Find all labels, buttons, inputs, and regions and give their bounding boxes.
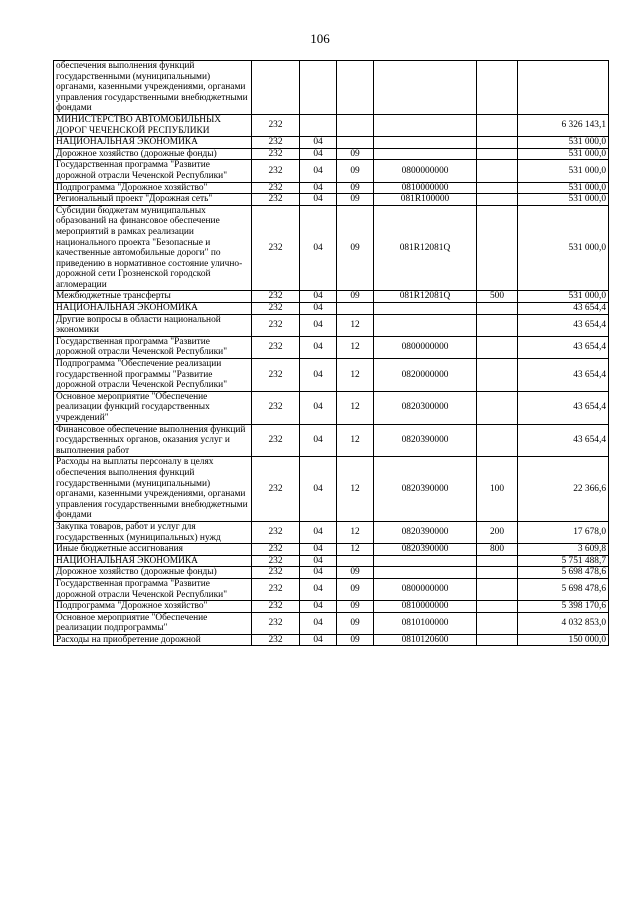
- row-pr-code: 12: [337, 314, 374, 336]
- row-rz-code: [300, 61, 337, 115]
- row-gr-code: 232: [252, 194, 300, 206]
- row-name: МИНИСТЕРСТВО АВТОМОБИЛЬНЫХ ДОРОГ ЧЕЧЕНСКОЙ РЕСПУБЛИКИ: [54, 114, 252, 136]
- row-pr-code: 09: [337, 205, 374, 291]
- row-vr-code: 500: [477, 291, 518, 303]
- row-gr-code: 232: [252, 303, 300, 315]
- row-cs-code: [374, 137, 477, 149]
- row-pr-code: 12: [337, 521, 374, 543]
- row-pr-code: 09: [337, 601, 374, 613]
- row-pr-code: [337, 555, 374, 567]
- row-name: Другие вопросы в области национальной экономики: [54, 314, 252, 336]
- row-vr-code: [477, 137, 518, 149]
- table-row: [54, 303, 609, 315]
- table-row: [54, 359, 609, 392]
- row-name: Расходы на выплаты персоналу в целях обеспечения выполнения функций государственными (муниципальными) органами, казенными учреждениями, органами управления государственными внебюджетными фондами: [54, 457, 252, 522]
- row-gr-code: 232: [252, 160, 300, 182]
- row-gr-code: 232: [252, 205, 300, 291]
- row-rz-code: 04: [300, 336, 337, 358]
- row-vr-code: [477, 601, 518, 613]
- table-row: [54, 521, 609, 543]
- row-sum: 531 000,0: [518, 205, 609, 291]
- table-row: [54, 457, 609, 522]
- row-rz-code: 04: [300, 555, 337, 567]
- row-vr-code: [477, 148, 518, 160]
- table-row: [54, 61, 609, 115]
- row-sum: 531 000,0: [518, 160, 609, 182]
- row-gr-code: 232: [252, 137, 300, 149]
- row-rz-code: 04: [300, 148, 337, 160]
- row-vr-code: [477, 61, 518, 115]
- row-sum: 531 000,0: [518, 194, 609, 206]
- row-cs-code: 081R12081Q: [374, 205, 477, 291]
- row-name: Дорожное хозяйство (дорожные фонды): [54, 567, 252, 579]
- row-gr-code: 232: [252, 544, 300, 556]
- row-gr-code: 232: [252, 114, 300, 136]
- row-name: Подпрограмма "Дорожное хозяйство": [54, 601, 252, 613]
- row-cs-code: [374, 61, 477, 115]
- row-sum: 43 654,4: [518, 424, 609, 457]
- table-row: [54, 336, 609, 358]
- row-pr-code: 12: [337, 391, 374, 424]
- row-cs-code: 0810000000: [374, 601, 477, 613]
- row-vr-code: [477, 578, 518, 600]
- row-vr-code: [477, 160, 518, 182]
- row-sum: 43 654,4: [518, 391, 609, 424]
- row-sum: 150 000,0: [518, 634, 609, 646]
- row-cs-code: 0800000000: [374, 160, 477, 182]
- row-vr-code: [477, 114, 518, 136]
- table-row: [54, 205, 609, 291]
- row-name: Межбюджетные трансферты: [54, 291, 252, 303]
- row-cs-code: 0800000000: [374, 336, 477, 358]
- row-rz-code: 04: [300, 391, 337, 424]
- row-rz-code: 04: [300, 359, 337, 392]
- row-pr-code: 12: [337, 359, 374, 392]
- row-name: Государственная программа "Развитие дорожной отрасли Чеченской Республики": [54, 160, 252, 182]
- row-gr-code: 232: [252, 336, 300, 358]
- row-pr-code: 09: [337, 578, 374, 600]
- row-vr-code: [477, 205, 518, 291]
- row-gr-code: 232: [252, 424, 300, 457]
- table-row: [54, 612, 609, 634]
- row-pr-code: 09: [337, 182, 374, 194]
- row-name: Расходы на приобретение дорожной: [54, 634, 252, 646]
- row-vr-code: [477, 634, 518, 646]
- row-vr-code: [477, 612, 518, 634]
- row-pr-code: 12: [337, 336, 374, 358]
- row-gr-code: 232: [252, 567, 300, 579]
- row-rz-code: 04: [300, 567, 337, 579]
- row-cs-code: 0810120600: [374, 634, 477, 646]
- row-name: Подпрограмма "Дорожное хозяйство": [54, 182, 252, 194]
- row-cs-code: [374, 555, 477, 567]
- row-name: НАЦИОНАЛЬНАЯ ЭКОНОМИКА: [54, 137, 252, 149]
- row-gr-code: 232: [252, 457, 300, 522]
- table-row: [54, 555, 609, 567]
- row-cs-code: [374, 148, 477, 160]
- row-gr-code: 232: [252, 291, 300, 303]
- row-rz-code: 04: [300, 291, 337, 303]
- row-cs-code: 0820000000: [374, 359, 477, 392]
- row-gr-code: 232: [252, 359, 300, 392]
- row-rz-code: 04: [300, 612, 337, 634]
- row-rz-code: 04: [300, 205, 337, 291]
- row-pr-code: 09: [337, 612, 374, 634]
- row-gr-code: 232: [252, 391, 300, 424]
- row-pr-code: 09: [337, 160, 374, 182]
- row-cs-code: 0810100000: [374, 612, 477, 634]
- row-rz-code: 04: [300, 634, 337, 646]
- row-gr-code: 232: [252, 634, 300, 646]
- table-row: [54, 137, 609, 149]
- row-rz-code: 04: [300, 160, 337, 182]
- row-rz-code: 04: [300, 182, 337, 194]
- row-name: обеспечения выполнения функций государственными (муниципальными) органами, казенными учреждениями, органами управления государственными внебюджетными фондами: [54, 61, 252, 115]
- row-gr-code: 232: [252, 148, 300, 160]
- row-cs-code: 0820300000: [374, 391, 477, 424]
- row-pr-code: 09: [337, 291, 374, 303]
- row-sum: 43 654,4: [518, 336, 609, 358]
- row-vr-code: [477, 391, 518, 424]
- page-number: 106: [310, 31, 330, 46]
- row-sum: 43 654,4: [518, 303, 609, 315]
- row-cs-code: 081R100000: [374, 194, 477, 206]
- row-rz-code: 04: [300, 424, 337, 457]
- row-vr-code: [477, 567, 518, 579]
- table-row: [54, 391, 609, 424]
- row-name: Закупка товаров, работ и услуг для государственных (муниципальных) нужд: [54, 521, 252, 543]
- row-pr-code: [337, 303, 374, 315]
- row-cs-code: [374, 567, 477, 579]
- row-sum: 531 000,0: [518, 291, 609, 303]
- row-cs-code: [374, 314, 477, 336]
- table-row: [54, 544, 609, 556]
- row-rz-code: 04: [300, 457, 337, 522]
- row-sum: [518, 61, 609, 115]
- row-gr-code: 232: [252, 555, 300, 567]
- row-cs-code: 0800000000: [374, 578, 477, 600]
- table-row: [54, 148, 609, 160]
- row-sum: 43 654,4: [518, 314, 609, 336]
- row-name: НАЦИОНАЛЬНАЯ ЭКОНОМИКА: [54, 555, 252, 567]
- table-row: [54, 578, 609, 600]
- row-pr-code: 12: [337, 424, 374, 457]
- row-sum: 531 000,0: [518, 137, 609, 149]
- row-gr-code: 232: [252, 182, 300, 194]
- row-cs-code: 0820390000: [374, 521, 477, 543]
- table-row: [54, 182, 609, 194]
- row-sum: 531 000,0: [518, 148, 609, 160]
- row-name: Региональный проект "Дорожная сеть": [54, 194, 252, 206]
- row-rz-code: 04: [300, 521, 337, 543]
- row-name: Подпрограмма "Обеспечение реализации государственной программы "Развитие дорожной отрасли Чеченской Республики": [54, 359, 252, 392]
- row-cs-code: 0820390000: [374, 424, 477, 457]
- row-sum: 531 000,0: [518, 182, 609, 194]
- row-vr-code: [477, 182, 518, 194]
- row-sum: 5 398 170,6: [518, 601, 609, 613]
- row-sum: 5 698 478,6: [518, 578, 609, 600]
- row-sum: 5 698 478,6: [518, 567, 609, 579]
- row-cs-code: 081R12081Q: [374, 291, 477, 303]
- row-name: НАЦИОНАЛЬНАЯ ЭКОНОМИКА: [54, 303, 252, 315]
- row-cs-code: [374, 303, 477, 315]
- row-gr-code: 232: [252, 612, 300, 634]
- row-cs-code: [374, 114, 477, 136]
- row-rz-code: 04: [300, 314, 337, 336]
- row-pr-code: 09: [337, 148, 374, 160]
- row-cs-code: 0820390000: [374, 457, 477, 522]
- row-name: Финансовое обеспечение выполнения функций государственных органов, оказания услуг и выполнения работ: [54, 424, 252, 457]
- table-row: [54, 634, 609, 646]
- row-gr-code: 232: [252, 314, 300, 336]
- row-rz-code: 04: [300, 303, 337, 315]
- row-pr-code: [337, 61, 374, 115]
- table-body: [54, 61, 609, 646]
- row-pr-code: 09: [337, 567, 374, 579]
- row-sum: 6 326 143,1: [518, 114, 609, 136]
- row-pr-code: [337, 137, 374, 149]
- table-row: [54, 160, 609, 182]
- row-name: Основное мероприятие "Обеспечение реализации функций государственных учреждений": [54, 391, 252, 424]
- row-gr-code: 232: [252, 521, 300, 543]
- row-rz-code: 04: [300, 601, 337, 613]
- row-pr-code: 12: [337, 457, 374, 522]
- row-sum: 4 032 853,0: [518, 612, 609, 634]
- row-name: Государственная программа "Развитие дорожной отрасли Чеченской Республики": [54, 336, 252, 358]
- row-gr-code: 232: [252, 601, 300, 613]
- budget-table: [53, 60, 609, 646]
- row-sum: 43 654,4: [518, 359, 609, 392]
- row-name: Субсидии бюджетам муниципальных образований на финансовое обеспечение мероприятий в рамках реализации национального проекта "Безопасные и качественные автомобильные дороги" по приведению в нормативное состояние улично-дорожной сети Грозненской городской агломерации: [54, 205, 252, 291]
- table-row: [54, 567, 609, 579]
- row-rz-code: 04: [300, 544, 337, 556]
- row-pr-code: 12: [337, 544, 374, 556]
- row-vr-code: [477, 194, 518, 206]
- row-rz-code: 04: [300, 137, 337, 149]
- row-vr-code: [477, 424, 518, 457]
- row-rz-code: 04: [300, 194, 337, 206]
- row-rz-code: [300, 114, 337, 136]
- row-sum: 5 751 488,7: [518, 555, 609, 567]
- row-gr-code: 232: [252, 578, 300, 600]
- table-row: [54, 601, 609, 613]
- row-rz-code: 04: [300, 578, 337, 600]
- row-name: Основное мероприятие "Обеспечение реализации подпрограммы": [54, 612, 252, 634]
- row-vr-code: 200: [477, 521, 518, 543]
- table-row: [54, 314, 609, 336]
- row-sum: 22 366,6: [518, 457, 609, 522]
- row-name: Дорожное хозяйство (дорожные фонды): [54, 148, 252, 160]
- row-vr-code: [477, 555, 518, 567]
- row-sum: 17 678,0: [518, 521, 609, 543]
- row-name: Государственная программа "Развитие дорожной отрасли Чеченской Республики": [54, 578, 252, 600]
- row-vr-code: [477, 314, 518, 336]
- row-gr-code: [252, 61, 300, 115]
- row-cs-code: 0820390000: [374, 544, 477, 556]
- row-vr-code: 100: [477, 457, 518, 522]
- row-name: Иные бюджетные ассигнования: [54, 544, 252, 556]
- row-vr-code: [477, 359, 518, 392]
- row-vr-code: 800: [477, 544, 518, 556]
- table-row: [54, 291, 609, 303]
- row-cs-code: 0810000000: [374, 182, 477, 194]
- table-row: [54, 114, 609, 136]
- row-pr-code: 09: [337, 634, 374, 646]
- row-pr-code: [337, 114, 374, 136]
- row-sum: 3 609,8: [518, 544, 609, 556]
- row-vr-code: [477, 336, 518, 358]
- table-row: [54, 424, 609, 457]
- row-vr-code: [477, 303, 518, 315]
- table-row: [54, 194, 609, 206]
- row-pr-code: 09: [337, 194, 374, 206]
